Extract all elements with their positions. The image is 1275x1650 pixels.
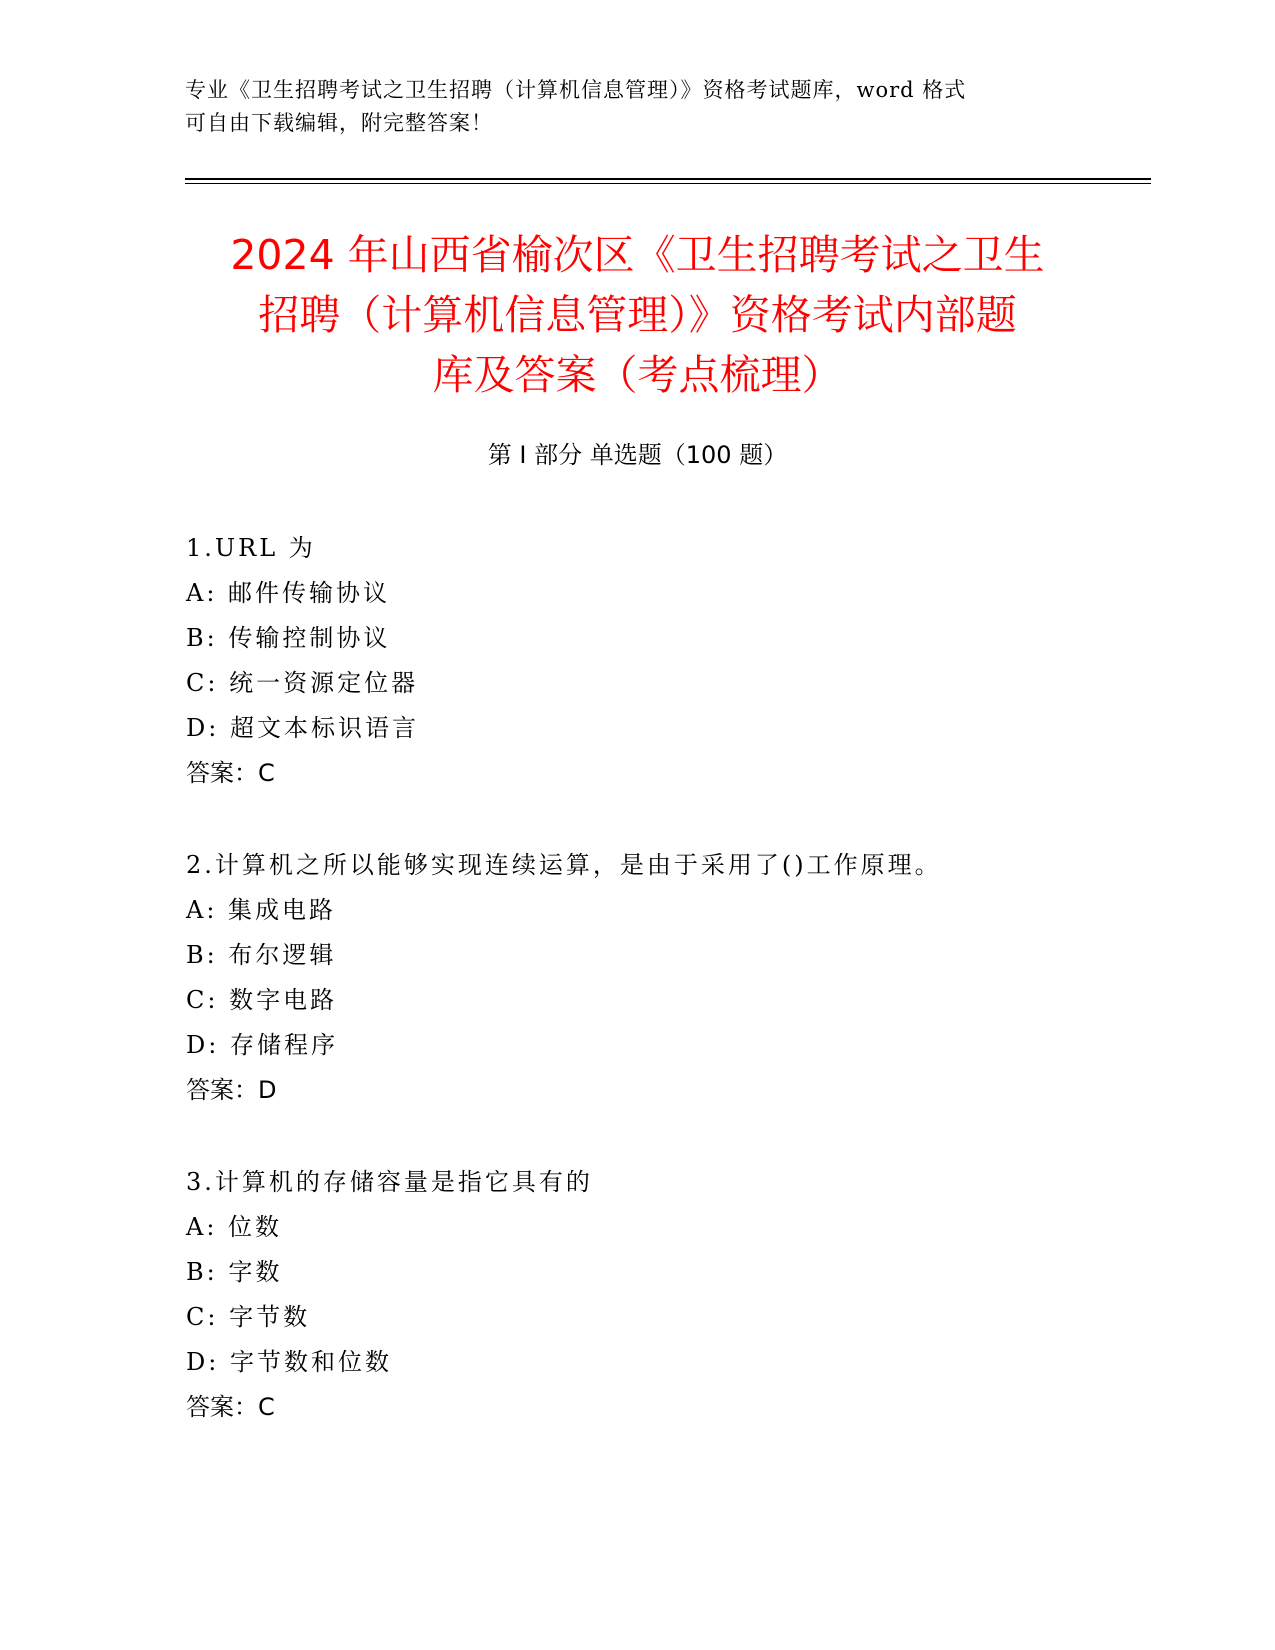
header-note-line-1: 专业《卫生招聘考试之卫生招聘（计算机信息管理）》资格考试题库，word 格式 [185, 78, 967, 102]
option-b: B: 传输控制协议 [186, 624, 391, 652]
option-d: D: 超文本标识语言 [186, 714, 419, 742]
question-stem: 1.URL 为 [186, 534, 316, 562]
question-1 [186, 526, 1146, 843]
header-note-line-2: 可自由下载编辑，附完整答案！ [185, 111, 493, 135]
option-c: C: 统一资源定位器 [186, 669, 419, 697]
document-title [150, 225, 1125, 405]
option-d: D: 存储程序 [186, 1031, 338, 1059]
header-divider-thick [185, 178, 1151, 180]
section-heading: 第 I 部分 单选题（100 题） [487, 441, 788, 469]
answer-text: 答案：C [186, 1393, 275, 1421]
option-b: B: 字数 [186, 1258, 283, 1286]
option-c: C: 字节数 [186, 1303, 311, 1331]
question-list [186, 526, 1146, 1477]
option-d: D: 字节数和位数 [186, 1348, 392, 1376]
option-a: A: 位数 [186, 1213, 283, 1241]
header-divider-thin [185, 183, 1151, 184]
question-stem: 2.计算机之所以能够实现连续运算，是由于采用了()工作原理。 [186, 851, 942, 879]
answer-text: 答案：D [186, 1076, 277, 1104]
question-2 [186, 843, 1146, 1160]
document-title-line-1: 2024 年山西省榆次区《卫生招聘考试之卫生 [230, 231, 1045, 279]
option-a: A: 集成电路 [186, 896, 337, 924]
option-c: C: 数字电路 [186, 986, 338, 1014]
answer-text: 答案：C [186, 759, 275, 787]
option-b: B: 布尔逻辑 [186, 941, 337, 969]
header-note [185, 74, 1085, 140]
document-title-line-3: 库及答案（考点梳理） [432, 351, 843, 399]
option-a: A: 邮件传输协议 [186, 579, 391, 607]
document-title-line-2: 招聘（计算机信息管理）》资格考试内部题 [258, 291, 1017, 339]
question-stem: 3.计算机的存储容量是指它具有的 [186, 1168, 593, 1196]
question-3 [186, 1160, 1146, 1477]
